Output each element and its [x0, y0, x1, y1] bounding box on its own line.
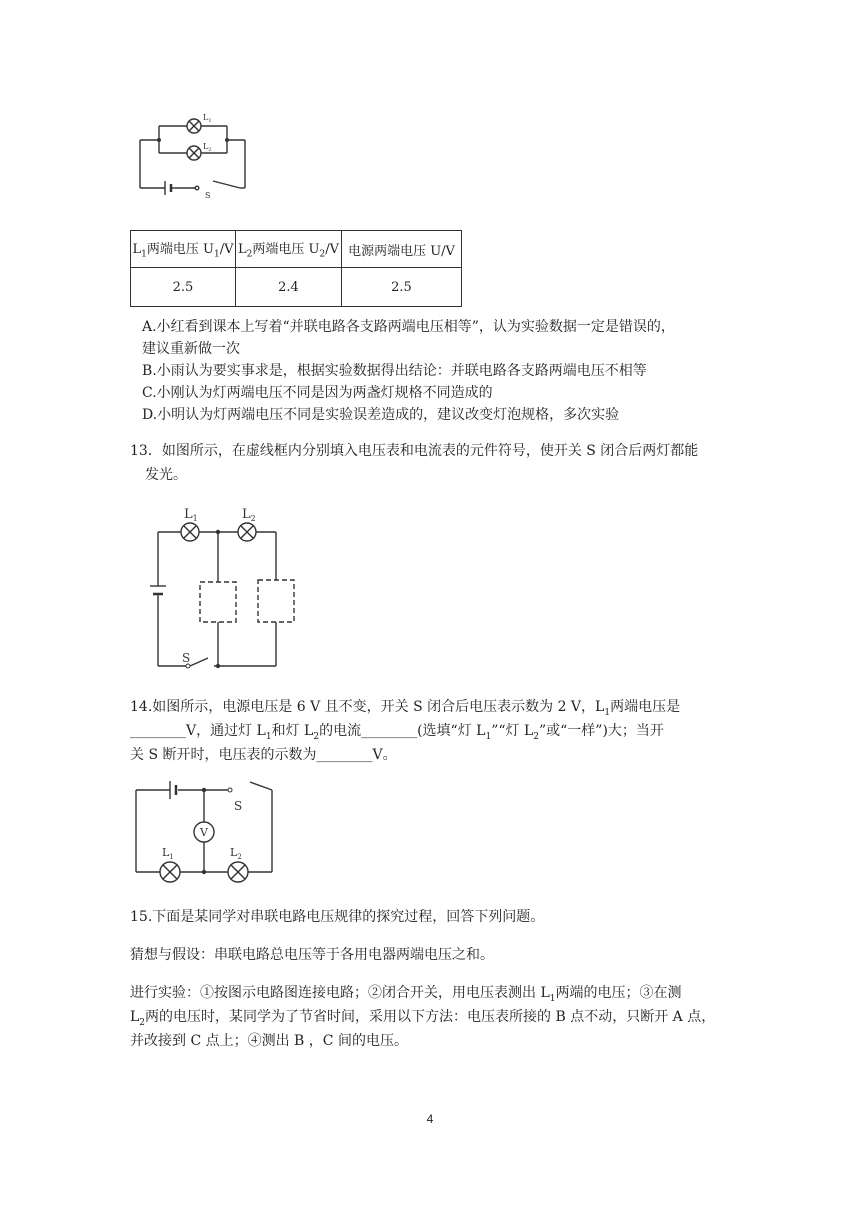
- voltage-table: [130, 230, 462, 307]
- question-15-hypothesis: 猜想与假设：串联电路总电压等于各用电器两端电压之和。: [130, 947, 494, 963]
- voltmeter-label: V: [200, 826, 208, 839]
- lamp-l2-label: $L_2$: [230, 846, 242, 861]
- question-14-line-1: 14.如图所示，电源电压是 6 V 且不变，开关 S 闭合后电压表示数为 2 V，$L_1$两端电压是: [130, 699, 681, 718]
- table-header-cell: $L_2$两端电压 $U_2/V$: [236, 231, 342, 268]
- table-header-cell: $L_1$两端电压 $U_1/V$: [131, 231, 236, 268]
- table-header-row: [131, 231, 462, 268]
- table-header-cell: 电源两端电压 U/V: [342, 231, 462, 268]
- circuit-diagram-q14: [130, 778, 280, 888]
- question-15-experiment-line-3: 并改接到 C 点上；④测出 B ，C 间的电压。: [130, 1033, 408, 1049]
- table-row: [131, 268, 462, 307]
- question-15-experiment-line-2: $L_2$两的电压时，某同学为了节省时间，采用以下方法：电压表所接的 B 点不动，只断开 A 点，: [130, 1009, 716, 1028]
- switch-label: S: [182, 651, 191, 665]
- option-a: A.小红看到课本上写着“并联电路各支路两端电压相等”，认为实验数据一定是错误的，: [142, 319, 675, 335]
- circuit-diagram-parallel: [135, 108, 255, 198]
- lamp-l2-label: $L_2$: [242, 507, 256, 523]
- question-13-text: 13．如图所示，在虚线框内分别填入电压表和电流表的元件符号，使开关 S 闭合后两灯都能: [130, 443, 699, 459]
- question-13-text-continued: 发光。: [145, 467, 187, 483]
- option-b: B.小雨认为要实事求是，根据实验数据得出结论：并联电路各支路两端电压不相等: [142, 363, 647, 379]
- question-15-intro: 15.下面是某同学对串联电路电压规律的探究过程，回答下列问题。: [130, 909, 545, 925]
- option-c: C.小刚认为灯两端电压不同是因为两盏灯规格不同造成的: [142, 385, 493, 401]
- question-15-experiment-line-1: 进行实验：①按图示电路图连接电路；②闭合开关，用电压表测出 $L_1$两端的电压；③在测: [130, 985, 682, 1004]
- question-14-line-3: 关 S 断开时，电压表的示数为________V。: [130, 747, 397, 763]
- lamp-l2-label: $L_2$: [203, 142, 212, 153]
- lamp-l1-label: $L_1$: [203, 113, 212, 124]
- table-cell: 2.5: [131, 268, 236, 307]
- option-d: D.小明认为灯两端电压不同是实验误差造成的，建议改变灯泡规格，多次实验: [142, 407, 620, 423]
- lamp-l1-label: $L_1$: [184, 507, 198, 523]
- question-14-line-2: ________V，通过灯 $L_1$和灯 $L_2$的电流________(选填“灯 $L_1”“$灯 $L_2$”或“一样”)大；当开: [130, 723, 664, 742]
- table-cell: 2.4: [236, 268, 342, 307]
- lamp-l1-label: $L_1$: [162, 846, 174, 861]
- page-number: 4: [426, 1112, 434, 1126]
- switch-label: S: [234, 799, 243, 813]
- circuit-diagram-q13: [148, 502, 308, 674]
- option-a-continued: 建议重新做一次: [142, 341, 240, 357]
- table-cell: 2.5: [342, 268, 462, 307]
- switch-label: S: [205, 191, 211, 198]
